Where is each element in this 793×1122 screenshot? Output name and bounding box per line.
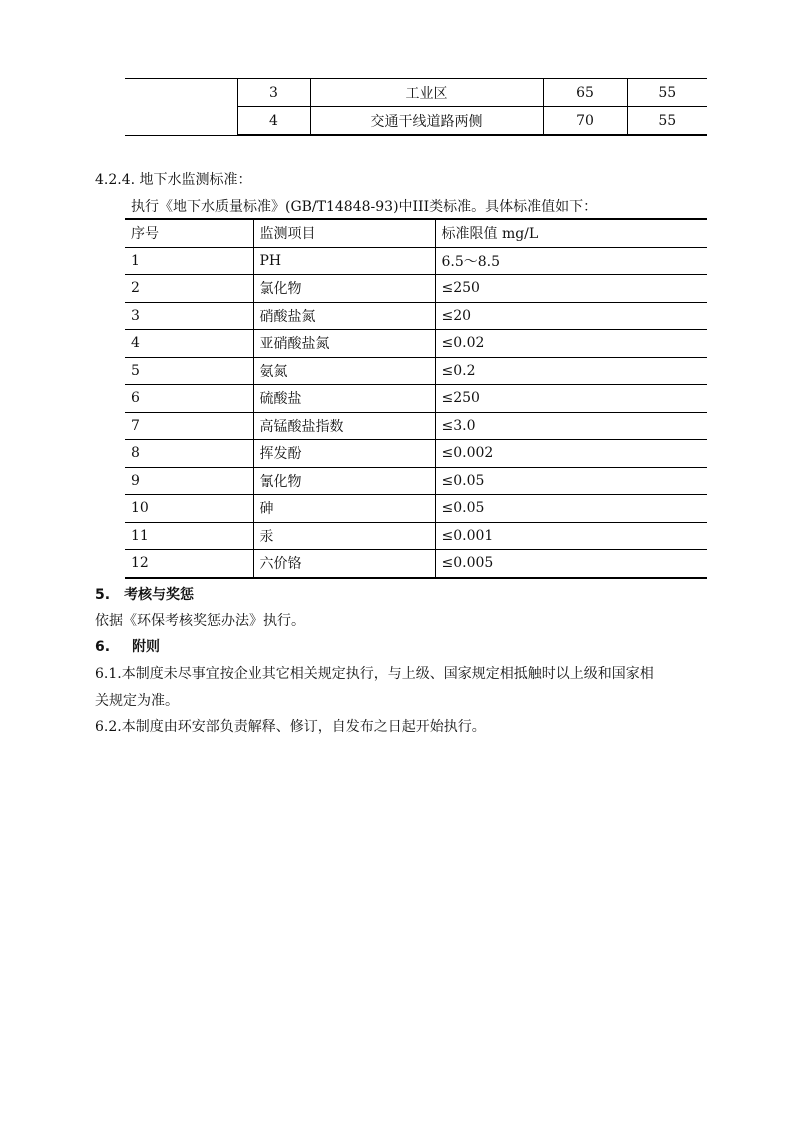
table-cell: ≤20 (435, 302, 707, 330)
table-header-row (125, 219, 707, 247)
section-6-heading (95, 636, 160, 656)
table-row (125, 550, 707, 578)
table-cell: 9 (125, 467, 253, 495)
noise-standard-table (125, 78, 707, 136)
table-row (125, 357, 707, 385)
table-cell: 12 (125, 550, 253, 578)
table-cell: 7 (125, 412, 253, 440)
cell-area: 工业区 (310, 79, 543, 107)
table-row (125, 79, 707, 107)
table-cell: 1 (125, 247, 253, 275)
section-5-heading (95, 584, 194, 604)
cell-area: 交通干线道路两侧 (310, 107, 543, 136)
table-cell: 砷 (253, 495, 435, 523)
table-cell: PH (253, 247, 435, 275)
groundwater-standard-intro: 执行《地下水质量标准》(GB/T14848-93)中III类标准。具体标准值如下： (131, 199, 598, 215)
merged-category-cell (125, 79, 237, 136)
table-row (125, 385, 707, 413)
cell-day: 65 (543, 79, 627, 107)
column-header: 监测项目 (253, 219, 435, 247)
table-cell: ≤0.001 (435, 522, 707, 550)
table-cell: 挥发酚 (253, 440, 435, 468)
table-cell: ≤0.002 (435, 440, 707, 468)
table-cell: ≤0.05 (435, 467, 707, 495)
clause-6-1-line2: 关规定为准。 (95, 693, 179, 709)
section-4-2-4-heading: 4.2.4. 地下水监测标准： (95, 172, 252, 188)
table-cell: 氯化物 (253, 275, 435, 303)
table-row (125, 467, 707, 495)
table-cell: ≤3.0 (435, 412, 707, 440)
table-row (125, 302, 707, 330)
table-row (125, 247, 707, 275)
cell-day: 70 (543, 107, 627, 136)
table-cell: ≤0.2 (435, 357, 707, 385)
cell-no: 3 (237, 79, 310, 107)
section-title: 附则 (132, 639, 161, 655)
table-cell: ≤250 (435, 275, 707, 303)
table-row (125, 495, 707, 523)
table-cell: 5 (125, 357, 253, 385)
table-cell: 6 (125, 385, 253, 413)
groundwater-standard-table (125, 218, 707, 579)
table-row (125, 275, 707, 303)
table-cell: ≤250 (435, 385, 707, 413)
table-cell: 氰化物 (253, 467, 435, 495)
clause-6-1-line1: 6.1.本制度未尽事宜按企业其它相关规定执行，与上级、国家规定相抵触时以上级和国家相 (95, 666, 654, 682)
clause-6-2: 6.2.本制度由环安部负责解释、修订，自发布之日起开始执行。 (95, 719, 486, 735)
table-cell: ≤0.02 (435, 330, 707, 358)
table-row (125, 330, 707, 358)
table-row (125, 522, 707, 550)
table-cell: ≤0.05 (435, 495, 707, 523)
table-cell: 11 (125, 522, 253, 550)
table-row (125, 440, 707, 468)
table-row (125, 412, 707, 440)
section-title: 考核与奖惩 (124, 587, 195, 603)
table-cell: 10 (125, 495, 253, 523)
table-cell: 高锰酸盐指数 (253, 412, 435, 440)
cell-night: 55 (627, 107, 707, 136)
section-number: 6. (95, 639, 111, 655)
table-cell: ≤0.005 (435, 550, 707, 578)
table-cell: 硫酸盐 (253, 385, 435, 413)
table-cell: 六价铬 (253, 550, 435, 578)
table-cell: 汞 (253, 522, 435, 550)
table-cell: 4 (125, 330, 253, 358)
cell-no: 4 (237, 107, 310, 136)
cell-night: 55 (627, 79, 707, 107)
section-number: 5. (95, 587, 111, 603)
table-cell: 8 (125, 440, 253, 468)
table-cell: 氨氮 (253, 357, 435, 385)
table-cell: 3 (125, 302, 253, 330)
table-cell: 硝酸盐氮 (253, 302, 435, 330)
section-5-body: 依据《环保考核奖惩办法》执行。 (95, 613, 305, 629)
table-cell: 6.5～8.5 (435, 247, 707, 275)
table-cell: 2 (125, 275, 253, 303)
column-header: 标准限值 mg/L (435, 219, 707, 247)
column-header: 序号 (125, 219, 253, 247)
table-cell: 亚硝酸盐氮 (253, 330, 435, 358)
